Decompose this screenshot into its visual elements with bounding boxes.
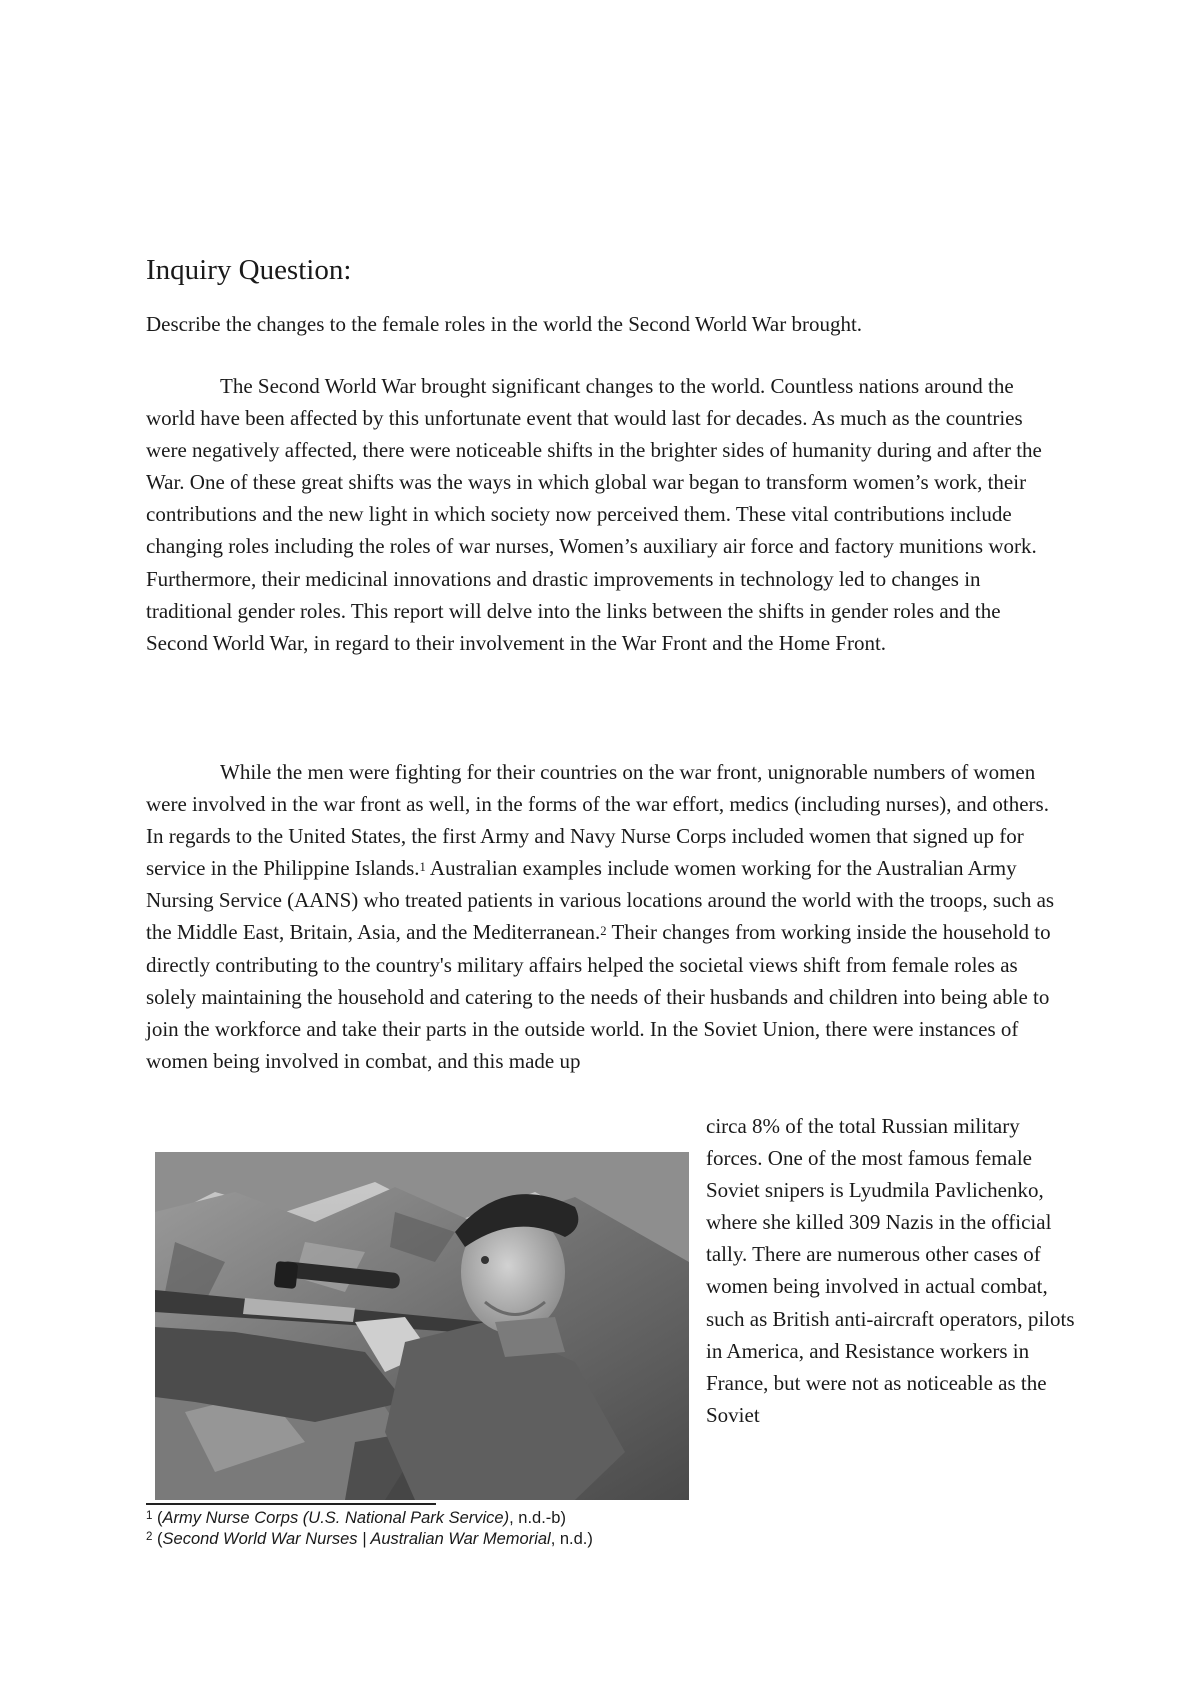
footnote-ref-2: 2 — [600, 924, 607, 939]
paragraph-war-front-text-b: Australian examples include women working for the Australian Army Nursing Service (AANS) who treated patients in various locations around the world with the troops, such as the Middle East, Britain, Asia, and the Mediterranean. — [146, 856, 1055, 945]
inquiry-heading: Inquiry Question: — [146, 254, 352, 286]
footnote-1-close: , n.d.-b) — [509, 1509, 566, 1527]
paragraph-war-front-text-c: Their changes from working inside the household to directly contributing to the country's military affairs helped the societal views shift from female roles as solely maintaining the household and catering to the needs of their husbands and children into being able to join the workforce and take their parts in the outside world. In the Soviet Union, there were instances of women being involved in combat, and this made up — [146, 920, 1051, 1073]
sniper-photo-illustration — [155, 1152, 689, 1500]
footnote-2-number: 2 — [146, 1530, 153, 1543]
footnote-ref-1: 1 — [419, 859, 426, 874]
paragraph-war-front — [146, 756, 1066, 1077]
paragraph-war-front-text-a: While the men were fighting for their countries on the war front, unignorable numbers of women were involved in the war front as well, in the forms of the war effort, medics (including nurses), and others. In regards to the United States, the first Army and Navy Nurse Corps included women that signed up for service in the Philippine Islands. — [146, 760, 1049, 881]
footnote-2-close: , n.d.) — [550, 1530, 593, 1548]
footnote-1-open: ( — [152, 1509, 163, 1527]
sniper-photo — [155, 1152, 689, 1500]
footnote-2-title: Second World War Nurses | Australian War Memorial — [162, 1530, 551, 1548]
footnote-1-number: 1 — [146, 1509, 153, 1522]
footnote-2-open: ( — [152, 1530, 163, 1548]
footnote-1-title: Army Nurse Corps (U.S. National Park Service) — [162, 1509, 510, 1527]
side-paragraph: circa 8% of the total Russian military forces. One of the most famous female Soviet snipers is Lyudmila Pavlichenko, where she killed 309 Nazis in the official tally. There are numerous other cases of women being involved in actual combat, such as British anti-aircraft operators, pilots in America, and Resistance workers in France, but were not as noticeable as the Soviet — [706, 1114, 1075, 1427]
footnote-2 — [146, 1529, 1046, 1550]
footnotes — [146, 1508, 1046, 1550]
footnote-divider — [146, 1503, 436, 1505]
inquiry-question-text: Describe the changes to the female roles in the world the Second World War brought. — [146, 312, 863, 336]
footnote-1 — [146, 1508, 1046, 1529]
paragraph-intro: The Second World War brought significant changes to the world. Countless nations around the world have been affected by this unfortunate event that would last for decades. As much as the countries were negatively affected, there were noticeable shifts in the brighter sides of humanity during and after the War. One of these great shifts was the ways in which global war began to transform women’s work, their contributions and the new light in which society now perceived them. These vital contributions include changing roles including the roles of war nurses, Women’s auxiliary air force and factory munitions work. Furthermore, their medicinal innovations and drastic improvements in technology led to changes in traditional gender roles. This report will delve into the links between the shifts in gender roles and the Second World War, in regard to their involvement in the War Front and the Home Front. — [146, 374, 1042, 655]
